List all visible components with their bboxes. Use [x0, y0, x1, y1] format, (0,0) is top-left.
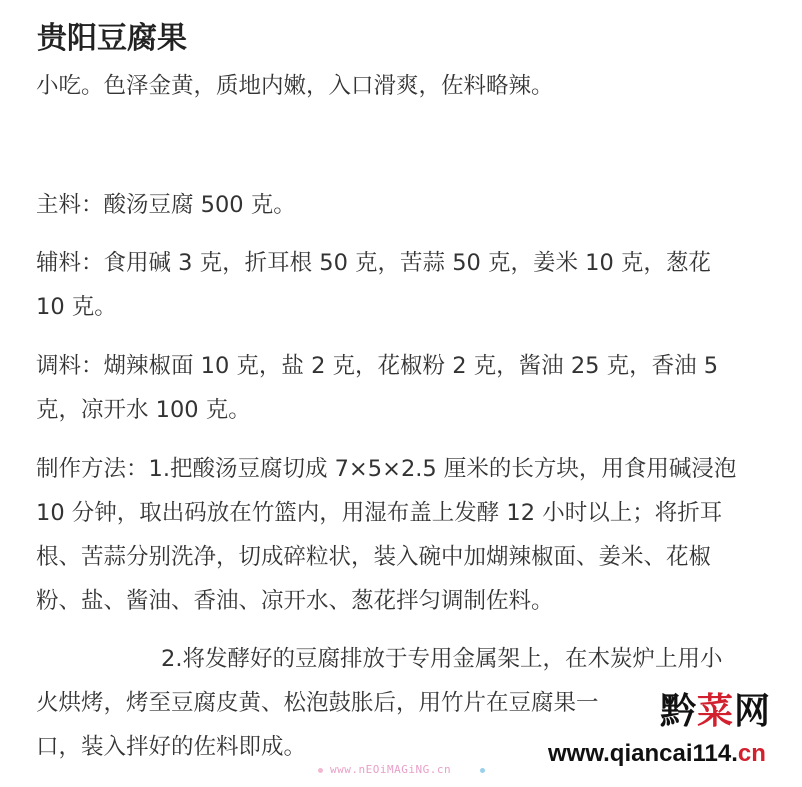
logo-char-qian: 黔 — [660, 691, 698, 732]
auxiliary-line-1: 辅料：食用碱 3 克，折耳根 50 克，苦蒜 50 克，姜米 10 克，葱花 — [36, 250, 711, 276]
logo-char-wang: 网 — [734, 691, 772, 732]
watermark-dot-icon — [480, 768, 485, 773]
seasoning-line-2: 克，凉开水 100 克。 — [36, 397, 251, 423]
auxiliary-line-2: 10 克。 — [36, 294, 117, 320]
logo-char-cai: 菜 — [697, 691, 735, 732]
site-url-watermark — [548, 738, 766, 770]
site-logo-text — [660, 690, 771, 734]
intro-text: 小吃。色泽金黄，质地内嫩，入口滑爽，佐料略辣。 — [36, 73, 554, 99]
main-ingredient-text: 主料：酸汤豆腐 500 克。 — [36, 192, 296, 218]
small-watermark-text: www.nEOiMAGiNG.cn — [330, 763, 452, 776]
method-step1-line-3: 根、苦蒜分别洗净，切成碎粒状，装入碗中加煳辣椒面、姜米、花椒 — [36, 544, 712, 570]
recipe-title: 贵阳豆腐果 — [37, 21, 187, 56]
watermark-dot-icon — [318, 768, 323, 773]
site-url-main: www.qiancai114. — [548, 740, 738, 767]
seasoning-line-1: 调料：煳辣椒面 10 克，盐 2 克，花椒粉 2 克，酱油 25 克，香油 5 — [36, 353, 719, 379]
method-step1-line-4: 粉、盐、酱油、香油、凉开水、葱花拌匀调制佐料。 — [36, 588, 554, 614]
site-url-tld: cn — [737, 740, 766, 767]
method-step2-line-3: 口，装入拌好的佐料即成。 — [36, 734, 307, 760]
method-step2-line-2: 火烘烤，烤至豆腐皮黄、松泡鼓胀后，用竹片在豆腐果一 — [36, 690, 599, 716]
method-step1-line-2: 10 分钟，取出码放在竹篮内，用湿布盖上发酵 12 小时以上；将折耳 — [36, 500, 723, 526]
method-step2-line-1: 2.将发酵好的豆腐排放于专用金属架上，在木炭炉上用小 — [161, 646, 723, 672]
method-step1-line-1: 制作方法：1.把酸汤豆腐切成 7×5×2.5 厘米的长方块，用食用碱浸泡 — [36, 456, 737, 482]
